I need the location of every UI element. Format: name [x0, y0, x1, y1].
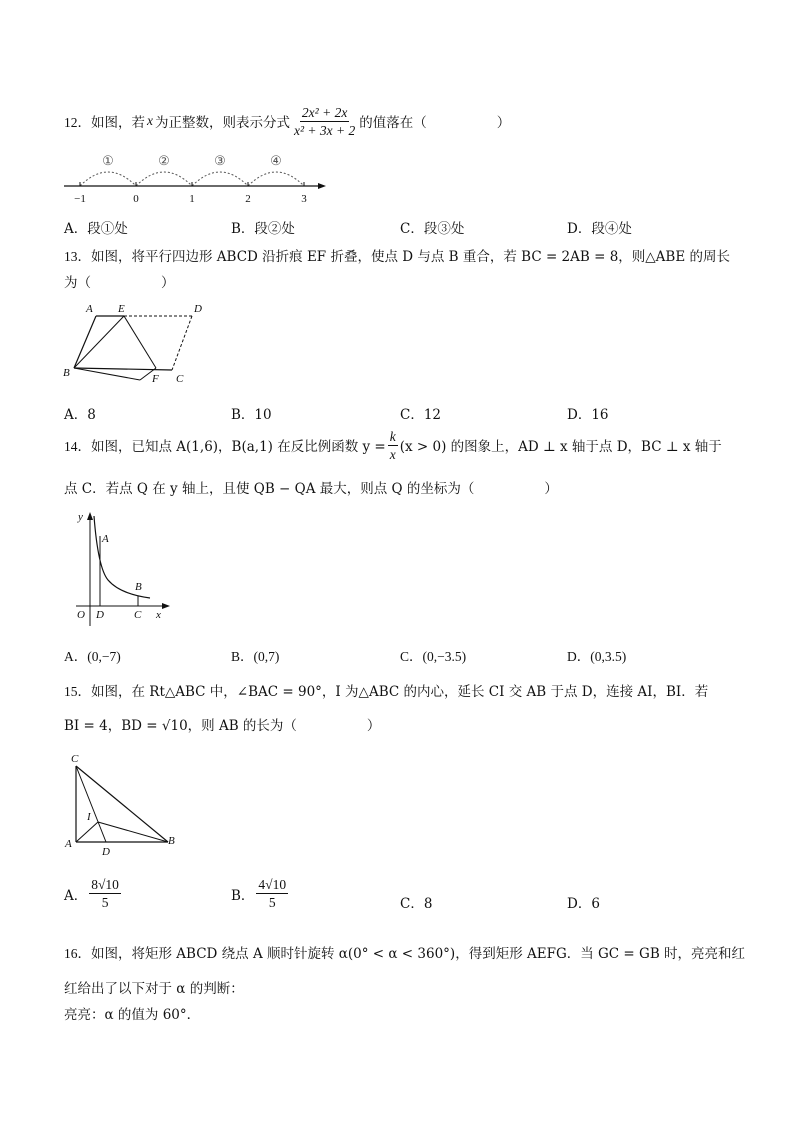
q14-label-c: C [134, 609, 142, 621]
q14-fraction [388, 428, 398, 463]
q15-option-b-label: B． [231, 887, 255, 904]
q12-paren-close: ） [496, 115, 511, 131]
q13-option-a[interactable]: A．8 [64, 407, 96, 423]
q14-number: 14． [64, 439, 91, 454]
q12-arc-1 [80, 172, 136, 186]
q12-option-a[interactable]: A．段①处 [64, 221, 128, 237]
q12-number: 12． [64, 115, 91, 130]
q15-segment-cd [76, 766, 106, 842]
q13-label-b: B [63, 367, 70, 379]
q12-frac-num: 2x² + 2x [301, 104, 348, 120]
q15-option-d[interactable]: D．6 [567, 896, 600, 912]
q15-label-i: I [87, 811, 91, 823]
q14-label-a: A [102, 533, 109, 545]
q13-label-f: F [152, 373, 159, 385]
q12-option-b[interactable]: B．段②处 [231, 221, 295, 237]
q14-label-x: x [156, 609, 161, 621]
q15-option-c[interactable]: C．8 [400, 896, 433, 912]
q15-number: 15． [64, 684, 91, 699]
q13-label-a: A [86, 303, 93, 315]
q13-parallelogram-figure [60, 300, 220, 390]
q13-label-e: E [118, 303, 125, 315]
q12-axis-arrow [318, 183, 326, 189]
q13-label-c: C [176, 373, 184, 385]
q14-label-b: B [135, 581, 142, 593]
q15-stem-line2 [64, 714, 380, 734]
q15-text-line1: 如图，在 Rt△ABC 中，∠BAC = 90°，I 为△ABC 的内心，延长 CI 交 AB 于点 D，连接 AI，BI．若 [91, 684, 709, 700]
q15-label-a: A [65, 838, 72, 850]
q14-text-line1-pre: 如图，已知点 A(1,6)，B(a,1) 在反比例函数 y = [91, 439, 386, 455]
q15-option-b-num: 4√10 [258, 877, 287, 892]
q15-option-a-fraction [89, 876, 121, 911]
q13-number: 13． [64, 249, 91, 264]
q15-segment-ai [76, 822, 98, 842]
q12-number-line-figure [62, 148, 332, 208]
q14-label-o: O [77, 609, 85, 621]
q14-x-arrow [162, 603, 170, 609]
q13-option-b[interactable]: B．10 [231, 407, 272, 423]
q12-seg-label-3: ③ [214, 153, 226, 168]
q13-option-d[interactable]: D．16 [567, 407, 609, 423]
q12-arc-4 [248, 172, 304, 186]
q12-option-c[interactable]: C．段③处 [400, 221, 465, 237]
q12-var-x: x [147, 113, 153, 128]
q13-option-c[interactable]: C．12 [400, 407, 442, 423]
q12-tick-label: 3 [301, 193, 307, 205]
q14-text-line2: 点 C．若点 Q 在 y 轴上，且使 QB − QA 最大，则点 Q 的坐标为（ [64, 481, 475, 497]
q12-fraction [292, 104, 357, 139]
q12-arc-3 [192, 172, 248, 186]
q14-label-y: y [78, 511, 83, 523]
q14-stem-line2 [64, 477, 558, 497]
q15-option-b[interactable] [231, 876, 290, 911]
q14-graph-figure [60, 508, 180, 632]
q14-stem-line1 [64, 427, 722, 463]
q12-stem-pre: 如图，若 [91, 115, 145, 131]
q13-text-line1: 如图，将平行四边形 ABCD 沿折痕 EF 折叠，使点 D 与点 B 重合，若 BC = 2AB = 8，则△ABE 的周长 [91, 249, 730, 265]
q12-seg-label-2: ② [158, 153, 170, 168]
q14-frac-den: x [389, 446, 396, 462]
q15-label-d: D [102, 846, 110, 858]
q15-triangle-figure [60, 748, 190, 858]
q15-edge-cb [76, 766, 168, 842]
q15-option-a[interactable] [64, 876, 123, 911]
q15-option-b-den: 5 [268, 895, 276, 910]
q13-paren-close: ） [161, 275, 175, 291]
q13-edge-ab [74, 316, 96, 368]
q16-stem-line3: 亮亮：α 的值为 60°． [64, 1007, 201, 1023]
q15-option-a-label: A． [64, 887, 88, 904]
q13-label-d: D [194, 303, 202, 315]
q13-text-line2: 为（ [64, 275, 91, 291]
q12-stem [64, 106, 510, 136]
q13-stem-line2 [64, 271, 175, 291]
q12-seg-label-4: ④ [270, 153, 282, 168]
q13-edge-dc-dashed [172, 316, 192, 370]
q14-paren-close: ） [544, 481, 558, 497]
q12-tick-label: 2 [245, 193, 251, 205]
q16-number: 16． [64, 946, 91, 961]
q12-frac-den: x² + 3x + 2 [294, 122, 356, 138]
q12-seg-label-1: ① [102, 153, 114, 168]
q15-option-a-den: 5 [101, 895, 109, 910]
q13-edge-ef [124, 316, 156, 368]
q13-stem-line1 [64, 245, 730, 265]
q16-stem-line1 [64, 942, 745, 962]
q15-label-c: C [71, 753, 79, 765]
q15-label-b: B [168, 835, 175, 847]
q15-paren-close: ） [366, 718, 381, 734]
q14-option-d[interactable]: D．(0,3.5) [567, 649, 627, 664]
q13-edge-be [74, 316, 124, 368]
q16-stem-line2: 红给出了以下对于 α 的判断： [64, 981, 244, 997]
q15-option-b-fraction [256, 876, 288, 911]
q14-option-a[interactable]: A．(0,−7) [64, 649, 121, 664]
q13-edge-bg [74, 368, 140, 380]
q15-stem-line1 [64, 680, 708, 700]
q14-label-d: D [96, 609, 104, 621]
q14-option-c[interactable]: C．(0,−3.5) [400, 649, 467, 664]
q13-edge-bc [74, 368, 172, 370]
q14-frac-num: k [389, 428, 396, 444]
q16-text-line1: 如图，将矩形 ABCD 绕点 A 顺时针旋转 α(0° < α < 360°)，得到矩形 AEFG．当 GC = GB 时，亮亮和红 [91, 946, 746, 962]
q14-y-arrow [87, 512, 93, 520]
q12-tick-label: −1 [74, 193, 86, 205]
q12-option-d[interactable]: D．段④处 [567, 221, 632, 237]
q12-stem-post: 的值落在（ [359, 115, 427, 131]
q12-arc-2 [136, 172, 192, 186]
q15-option-a-num: 8√10 [91, 877, 119, 892]
q14-option-b[interactable]: B．(0,7) [231, 649, 280, 664]
q12-tick-label: 0 [133, 193, 139, 205]
q12-tick-label: 1 [189, 193, 195, 205]
q15-segment-bi [98, 822, 168, 842]
q12-stem-mid: 为正整数，则表示分式 [155, 115, 290, 131]
q14-text-line1-post: (x > 0) 的图象上，AD ⊥ x 轴于点 D，BC ⊥ x 轴于 [399, 439, 722, 455]
q15-text-line2: BI = 4，BD = √10，则 AB 的长为（ [64, 718, 297, 734]
